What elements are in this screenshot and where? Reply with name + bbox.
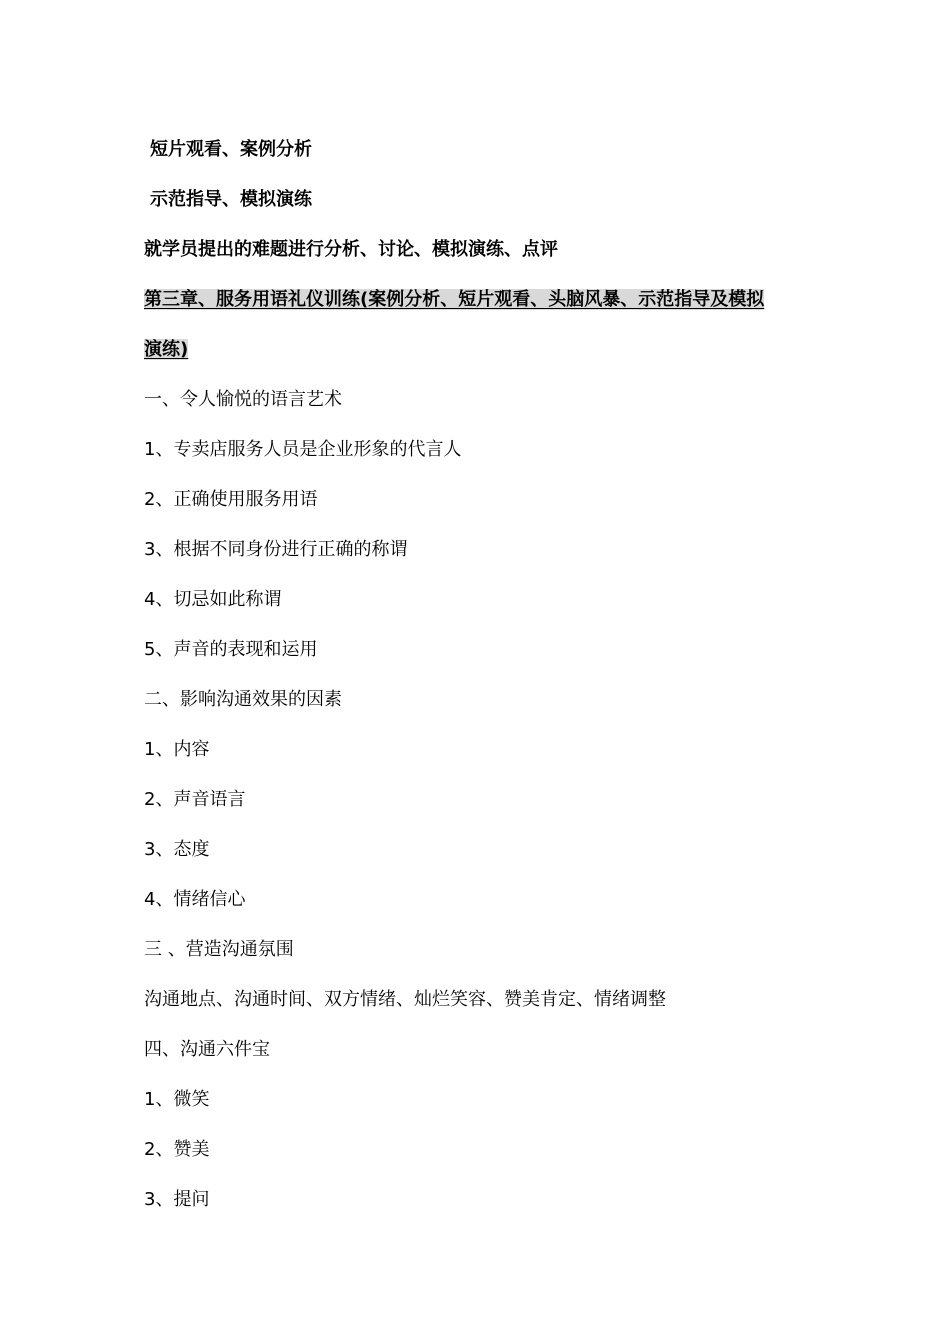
list-item: 1、专卖店服务人员是企业形象的代言人 bbox=[144, 439, 462, 460]
bold-line-video-case: 短片观看、案例分析 bbox=[150, 139, 312, 160]
bold-line-discussion: 就学员提出的难题进行分析、讨论、模拟演练、点评 bbox=[144, 239, 558, 260]
list-item: 1、内容 bbox=[144, 739, 210, 760]
chapter-heading-continued bbox=[144, 338, 188, 362]
list-item: 3、态度 bbox=[144, 839, 210, 860]
section-heading-4: 四、沟通六件宝 bbox=[144, 1039, 270, 1060]
section-heading-1: 一、令人愉悦的语言艺术 bbox=[144, 389, 342, 410]
list-item: 5、声音的表现和运用 bbox=[144, 639, 318, 660]
list-item: 2、声音语言 bbox=[144, 789, 246, 810]
chapter-heading-text-continued: 演练) bbox=[144, 339, 189, 360]
chapter-heading bbox=[144, 288, 764, 312]
paragraph-text: 沟通地点、沟通时间、双方情绪、灿烂笑容、赞美肯定、情绪调整 bbox=[144, 989, 666, 1010]
list-item: 2、赞美 bbox=[144, 1139, 210, 1160]
section-heading-2: 二、影响沟通效果的因素 bbox=[144, 689, 342, 710]
list-item: 3、根据不同身份进行正确的称谓 bbox=[144, 539, 408, 560]
list-item: 3、提问 bbox=[144, 1189, 210, 1210]
list-item: 1、微笑 bbox=[144, 1089, 210, 1110]
list-item: 4、切忌如此称谓 bbox=[144, 589, 282, 610]
bold-line-demo-practice: 示范指导、模拟演练 bbox=[150, 189, 312, 210]
list-item: 4、情绪信心 bbox=[144, 889, 246, 910]
section-heading-3: 三 、营造沟通氛围 bbox=[144, 939, 294, 960]
list-item: 2、正确使用服务用语 bbox=[144, 489, 318, 510]
chapter-heading-text: 第三章、服务用语礼仪训练(案例分析、短片观看、头脑风暴、示范指导及模拟 bbox=[144, 289, 765, 310]
